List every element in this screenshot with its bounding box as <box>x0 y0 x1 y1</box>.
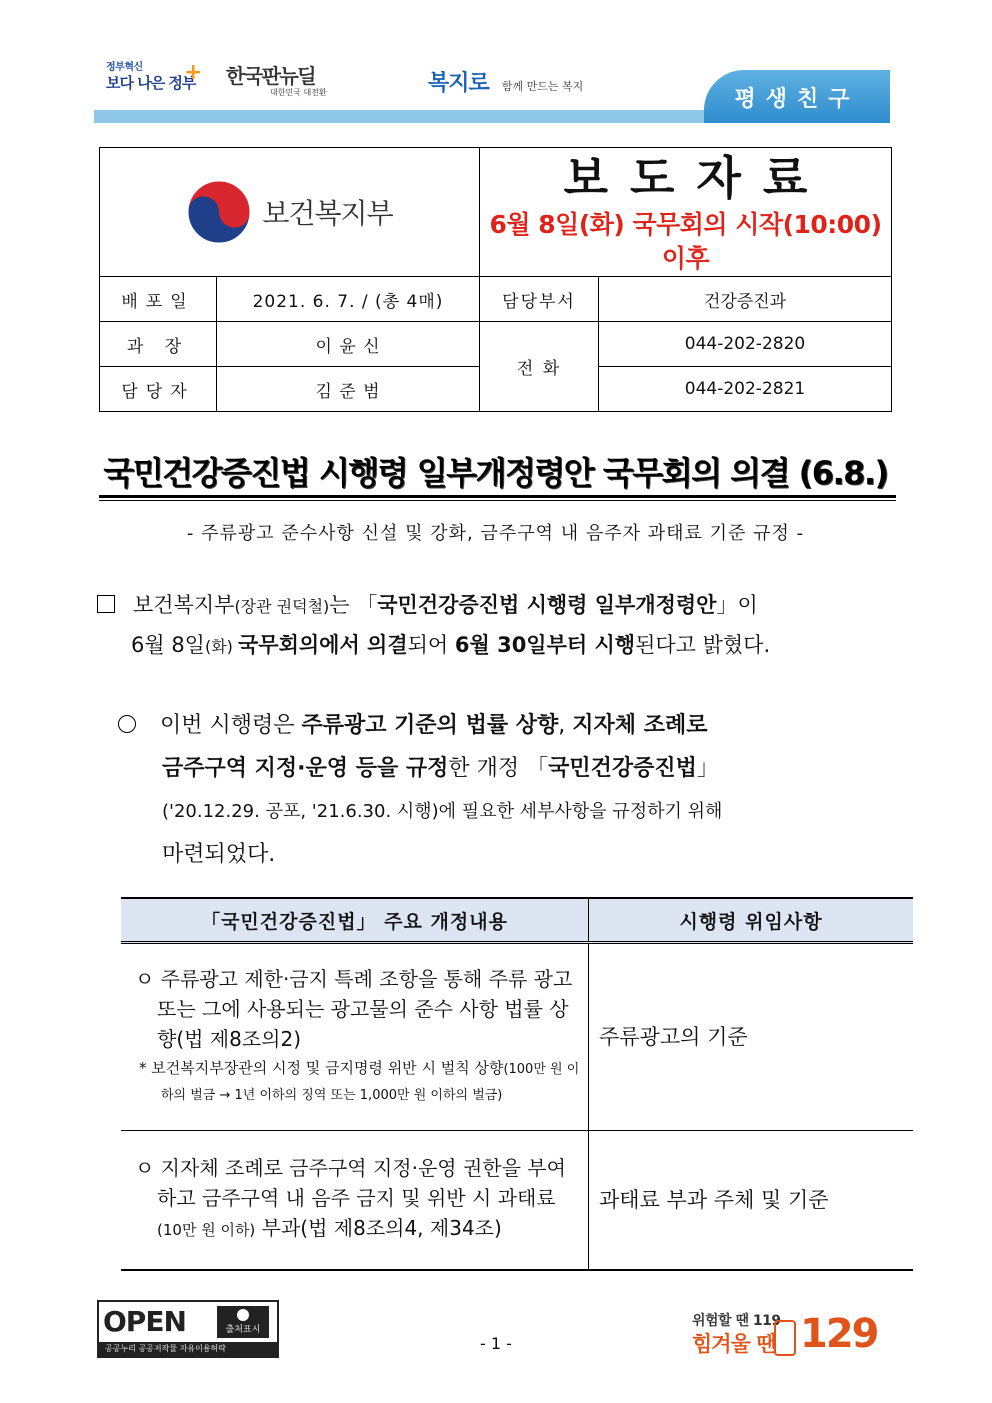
circle-bullet-icon <box>118 715 136 733</box>
staff-label: 담당자 <box>100 367 217 412</box>
table-header-amendment: 「국민건강증진법」 주요 개정내용 <box>121 898 589 943</box>
headline-rule <box>99 495 896 498</box>
hotline-129-logo: 위험할 땐 119 힘겨울 땐 129 <box>692 1311 878 1357</box>
phone-icon <box>774 1320 796 1356</box>
table-row: ㅇ 지자체 조례로 금주구역 지정·운영 권한을 부여하고 금주구역 내 음주 금지 및 위반 시 과태료(10만 원 이하) 부과(법 제8조의4, 제34조) 과태료 부과 주체 및 기준 <box>121 1131 913 1271</box>
phone-1: 044-202-2820 <box>599 322 892 367</box>
attribution-icon: 출처표시 <box>217 1306 269 1338</box>
taegeuk-emblem-icon <box>186 179 252 245</box>
chief-label: 과 장 <box>100 322 217 367</box>
table-row: ㅇ 주류광고 제한·금지 특례 조항을 통해 주류 광고 또는 그에 사용되는 광고물의 준수 사항 법률 상향(법 제8조의2) * 보건복지부장관의 시정 및 금지명령 위반 시 벌칙 상향(100만 원 이하의 벌금 → 1년 이하의 징역 또는 1,000만 원 이하의 벌금) 주류광고의 기준 <box>121 943 913 1131</box>
press-title-cell <box>480 148 892 277</box>
page-number: - 1 - <box>480 1334 512 1353</box>
date-value: 2021. 6. 7. / (총 4매) <box>217 277 480 322</box>
korean-new-deal-logo: 한국판뉴딜 대한민국 대전환 <box>226 64 327 97</box>
dept-value: 건강증진과 <box>599 277 892 322</box>
phone-label: 전 화 <box>480 322 599 412</box>
chief-value: 이 윤 신 <box>217 322 480 367</box>
kogl-open-license-badge: OPEN 출처표시 공공누리 공공저작물 자유이용허락 <box>97 1300 279 1358</box>
government-innovation-logo: 정부혁신 보다 나은 정부 + <box>106 60 203 92</box>
paragraph-1: 보건복지부(장관 권덕철)는 「국민건강증진법 시행령 일부개정령안」이 6월 8일(화) 국무회의에서 의결되어 6월 30일부터 시행된다고 밝혔다. <box>97 586 895 666</box>
bokjiro-logo: 복지로 함께 만드는 복지 <box>428 71 584 96</box>
dept-label: 담당부서 <box>480 277 599 322</box>
square-bullet-icon <box>97 595 115 613</box>
phone-2: 044-202-2821 <box>599 367 892 412</box>
header-banner: 평생친구 <box>704 70 890 123</box>
embargo-notice: 6월 8일(화) 국무회의 시작(10:00) 이후 <box>489 210 882 273</box>
subheadline: - 주류광고 준수사항 신설 및 강화, 금주구역 내 음주자 과태료 기준 규정 - <box>186 523 805 544</box>
press-title: 보도자료 <box>563 151 830 205</box>
date-label: 배포일 <box>100 277 217 322</box>
paragraph-2: 이번 시행령은 주류광고 기준의 법률 상향, 지자체 조례로 금주구역 지정·운영 등을 규정한 개정 「국민건강증진법」 ('20.12.29. 공포, '21.6.30. 시행)에 필요한 세부사항을 규정하기 위해 마련되었다. <box>118 704 898 876</box>
press-release-table <box>99 147 892 412</box>
table-header-delegation: 시행령 위임사항 <box>589 898 914 943</box>
staff-value: 김 준 범 <box>217 367 480 412</box>
ministry-name: 보건복지부 <box>262 197 393 230</box>
headline: 국민건강증진법 시행령 일부개정령안 국무회의 의결 (6.8.) <box>103 454 888 492</box>
plus-icon: + <box>184 60 203 85</box>
ministry-logo-cell <box>100 148 480 277</box>
amendment-table <box>121 897 913 1271</box>
headline-rule-thin <box>99 500 896 501</box>
